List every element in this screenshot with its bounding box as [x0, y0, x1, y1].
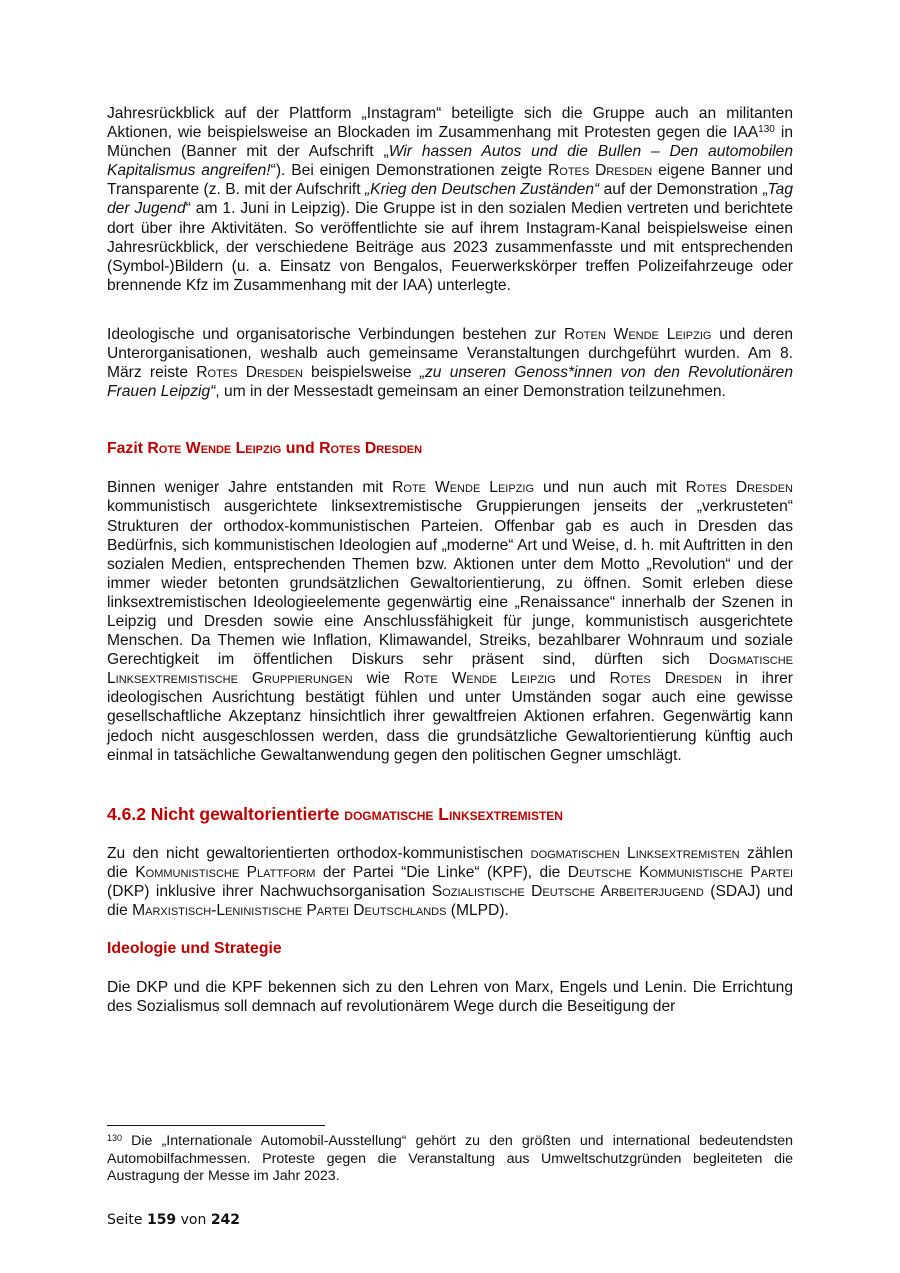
org-name: Marxistisch-Leninistische Partei Deutschlands [132, 902, 447, 919]
paragraph-ideologie: Die DKP und die KPF bekennen sich zu den Lehren von Marx, Engels und Lenin. Die Errichtung des Sozialismus soll demnach auf revolutionärem Wege durch die Beseitigung der [107, 979, 793, 1016]
org-name: Sozialistische Deutsche Arbeiterjugend [431, 882, 704, 900]
paragraph-connections: Ideologische und organisatorische Verbindungen bestehen zur Roten Wende Leipzig und deren Unterorganisationen, weshalb auch gemeinsame Veranstaltungen durchgeführt wurden. Am 8. März reiste Rotes Dresden beispielsweise „zu unseren Genoss*innen von den Revolutionären Frauen Leipzig“, um in der Messestadt gemeinsam an einer Demonstration teilzunehmen. [107, 325, 793, 401]
banner-quote: „Krieg den Deutschen Zuständen“ [364, 181, 600, 199]
paragraph-fazit: Binnen weniger Jahre entstanden mit Rote Wende Leipzig und nun auch mit Rotes Dresden kommunistisch ausgerichtete linksextremistische Gruppierungen jenseits der „verkrusteten“ Strukturen der orthodox-kommunistischen Parteien. Offenbar gab es auch in Dresden das Bedürfnis, sich kommunistischen Ideologien auf „moderne“ Art und Weise, d. h. mit Auftritten in den sozialen Medien, entsprechenden Themen bzw. Aktionen unter dem Motto „Revolution“ und der immer wieder betonten grundsätzlichen Gewaltorientierung, zu öffnen. Somit erleben diese linksextremistischen Ideologieelemente gegenwärtig eine „Renaissance“ innerhalb der Szenen in Leipzig und Dresden sowie eine Anschlussfähigkeit für junge, kommunistisch ausgerichtete Menschen. Da Themen wie Inflation, Klimawandel, Streiks, bezahlbarer Wohnraum und soziale Gerechtigkeit im öffentlichen Diskurs sehr präsent sind, dürften sich Dogmatische Linksextremistische Gruppierungen wie Rote Wende Leipzig und Rotes Dresden in ihrer ideologischen Ausrichtung bestätigt fühlen und unter Umständen sogar auch eine gewisse gesellschaftliche Akzeptanz hinsichtlich ihrer gewaltfreien Aktionen erfahren. Gegenwärtig kann jedoch nicht ausgeschlossen werden, dass die grundsätzliche Gewaltorientierung künftig auch einmal in tatsächliche Gewaltanwendung gegen den politischen Gegner umschlägt. [107, 479, 793, 764]
page-body [107, 104, 793, 1016]
term: Dogmatische Linksextremistische Gruppierungen [107, 651, 793, 688]
quote: „zu unseren Genoss*innen von den Revolutionären Frauen Leipzig“ [107, 364, 793, 401]
footnote-number: 130 [107, 1133, 123, 1143]
term: dogmatischen Linksextremisten [530, 844, 740, 862]
footnote-130: $^{130}$ Die „Internationale Automobil-Ausstellung“ gehört zu den größten und international bedeutendsten Automobilfachmessen. Proteste gegen die Veranstaltung aus Umweltschutzgründen begleiteten die Austragung der Messe im Jahr 2023. [107, 1133, 793, 1185]
org-name: Rotes Dresden [196, 364, 303, 382]
footnote-divider [107, 1125, 325, 1126]
paragraph-organisations: Zu den nicht gewaltorientierten orthodox-kommunistischen dogmatischen Linksextremisten zählen die Kommunistische Plattform der Partei “Die Linke“ (KPF), die Deutsche Kommunistische Partei (DKP) inklusive ihrer Nachwuchsorganisation Sozialistische Deutsche Arbeiterjugend (SDAJ) und die Marxistisch-Leninistische Partei Deutschlands (MLPD). [107, 844, 794, 919]
section-heading-4-6-2: 4.6.2 Nicht gewaltorientierte dogmatische Linksextremisten [107, 803, 563, 824]
org-name: Kommunistische Plattform [135, 863, 316, 881]
event-name: Tag der Jugend [107, 181, 793, 218]
page-number: Seite 159 von 242 [107, 1212, 241, 1228]
heading-fazit: Fazit Rote Wende Leipzig und Rotes Dresden [107, 440, 423, 458]
org-name: Rote Wende Leipzig [403, 670, 556, 688]
banner-quote: Wir hassen Autos und die Bullen – Den automobilen Kapitalismus angreifen! [107, 143, 793, 180]
org-name: Rotes Dresden [609, 670, 722, 688]
org-name: Deutsche Kommunistische Partei [567, 863, 794, 881]
org-name: Rotes Dresden [685, 479, 793, 497]
footnote-reference[interactable]: 130 [758, 124, 775, 136]
paragraph-iaa-protests: Jahresrückblick auf der Plattform „Instagram“ beteiligte sich die Gruppe auch an militanten Aktionen, wie beispielsweise an Blockaden im Zusammenhang mit Protesten gegen die IAA$^{130}$ in München (Banner mit der Aufschrift „Wir hassen Autos und die Bullen – Den automobilen Kapitalismus angreifen!“). Bei einigen Demonstrationen zeigte Rotes Dresden eigene Banner und Transparente (z. B. mit der Aufschrift „Krieg den Deutschen Zuständen“ auf der Demonstration „Tag der Jugend“ am 1. Juni in Leipzig). Die Gruppe ist in den sozialen Medien vertreten und berichtete dort über ihre Aktivitäten. So veröffentlichte sie auf ihrem Instagram-Kanal beispielsweise einen Jahresrückblick, der verschiedene Beiträge aus 2023 zusammenfasste und mit entsprechenden (Symbol-)Bildern (u. a. Einsatz von Bengalos, Feuerwerkskörper treffen Polizeifahrzeuge oder brennende Kfz im Zusammenhang mit der IAA) unterlegte. [107, 105, 793, 294]
org-name: Rote Wende Leipzig [392, 479, 535, 497]
heading-ideologie: Ideologie und Strategie [107, 940, 282, 958]
org-name: Roten Wende Leipzig [563, 325, 712, 343]
org-name: Rotes Dresden [548, 162, 653, 180]
